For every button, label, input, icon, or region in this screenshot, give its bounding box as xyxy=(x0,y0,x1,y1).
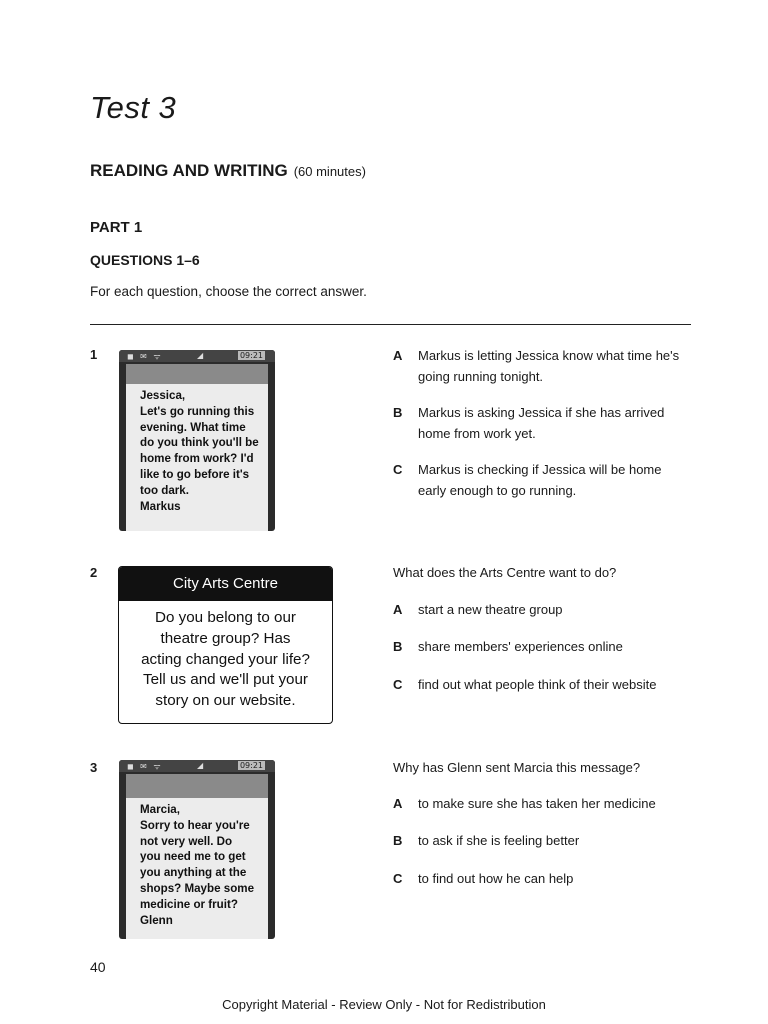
question-number: 1 xyxy=(90,347,98,362)
page-number: 40 xyxy=(90,959,106,975)
phone-screen xyxy=(126,384,268,531)
sign-title: City Arts Centre xyxy=(119,567,332,601)
option-letter: A xyxy=(393,602,403,617)
phone-message-text: Marcia, Sorry to hear you're not very well. Do you need me to get you anything at the shops? Maybe some medicine or fruit? Glenn xyxy=(140,803,255,927)
option-text: to find out how he can help xyxy=(418,871,574,886)
phone-screen xyxy=(126,798,268,939)
option-text: share members' experiences online xyxy=(418,639,623,654)
option-text: Markus is letting Jessica know what time he's going running tonight. xyxy=(418,348,680,384)
phone-message-image xyxy=(119,760,275,939)
answer-option xyxy=(393,830,693,851)
answer-option xyxy=(393,459,693,501)
instruction-text: For each question, choose the correct answer. xyxy=(90,284,367,299)
option-letter: C xyxy=(393,677,403,692)
phone-status-bar xyxy=(119,760,275,772)
sign-text: Do you belong to our theatre group? Has acting changed your life? Tell us and we'll put your story on our website. xyxy=(141,609,310,710)
signal-icon: ◢ xyxy=(197,351,204,360)
phone-header-band xyxy=(126,364,268,384)
test-title: Test 3 xyxy=(90,90,177,125)
part-heading: PART 1 xyxy=(90,219,143,236)
answer-option xyxy=(393,402,693,444)
section-duration: (60 minutes) xyxy=(293,164,366,179)
status-icons: ◼ ✉ ᯤ xyxy=(127,762,163,771)
option-letter: B xyxy=(393,639,403,654)
phone-message-image xyxy=(119,350,275,531)
answer-option xyxy=(393,636,693,657)
phone-header-band xyxy=(126,774,268,798)
option-text: find out what people think of their website xyxy=(418,677,657,692)
phone-clock: 09:21 xyxy=(239,351,263,360)
copyright-footer: Copyright Material - Review Only - Not for Redistribution xyxy=(222,997,546,1012)
questions-range: QUESTIONS 1–6 xyxy=(90,252,200,268)
option-letter: A xyxy=(393,348,403,363)
answer-option xyxy=(393,674,693,695)
answer-option xyxy=(393,599,693,620)
question-stem: What does the Arts Centre want to do? xyxy=(393,565,617,580)
option-text: Markus is checking if Jessica will be home early enough to go running. xyxy=(418,462,662,498)
option-letter: B xyxy=(393,405,403,420)
phone-message-text: Jessica, Let's go running this evening. What time do you think you'll be home from work? I'd like to go before it's too dark. Markus xyxy=(140,389,259,513)
section-title: READING AND WRITING xyxy=(90,161,288,180)
option-text: to ask if she is feeling better xyxy=(418,833,580,848)
phone-clock: 09:21 xyxy=(239,761,263,770)
question-number: 2 xyxy=(90,565,98,580)
option-letter: C xyxy=(393,462,403,477)
divider-rule xyxy=(90,324,691,325)
option-letter: A xyxy=(393,796,403,811)
answer-option xyxy=(393,868,693,889)
phone-status-bar xyxy=(119,350,275,362)
option-letter: C xyxy=(393,871,403,886)
question-stem: Why has Glenn sent Marcia this message? xyxy=(393,760,641,775)
notice-sign xyxy=(118,566,333,724)
option-text: Markus is asking Jessica if she has arrived home from work yet. xyxy=(418,405,665,441)
signal-icon: ◢ xyxy=(197,761,204,770)
option-text: start a new theatre group xyxy=(418,602,563,617)
option-text: to make sure she has taken her medicine xyxy=(418,796,656,811)
status-icons: ◼ ✉ ᯤ xyxy=(127,352,163,361)
option-letter: B xyxy=(393,833,403,848)
answer-option xyxy=(393,793,693,814)
section-heading xyxy=(90,161,366,181)
question-number: 3 xyxy=(90,760,98,775)
answer-option xyxy=(393,345,693,387)
